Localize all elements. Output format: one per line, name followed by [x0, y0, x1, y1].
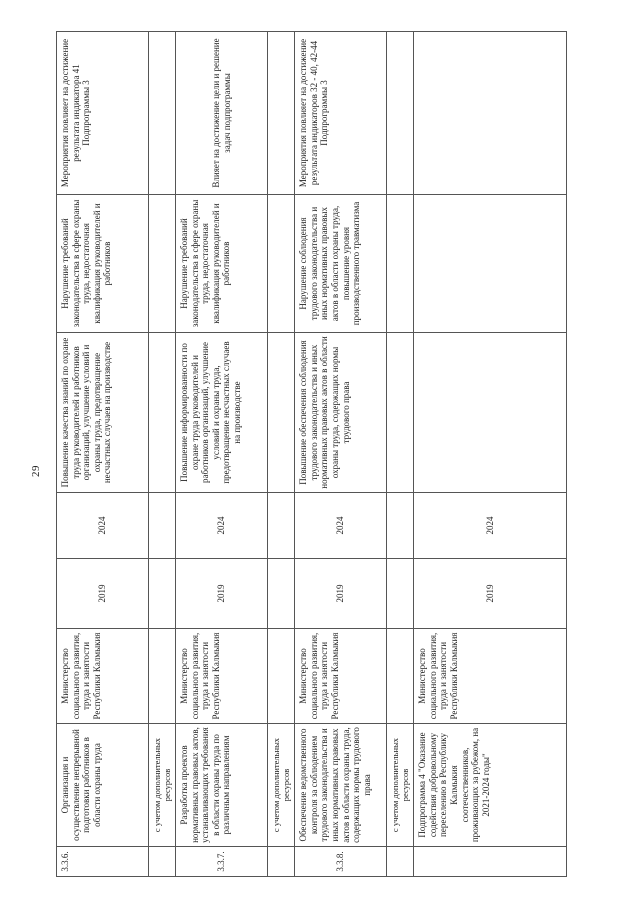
activity-name: Организация и осуществление непрерывной подготовки работников в области охраны труда — [57, 724, 149, 847]
row-number: 3.3.8. — [295, 847, 387, 877]
executor — [268, 629, 295, 724]
table-row — [387, 32, 414, 877]
start-year — [387, 559, 414, 629]
activity-name: с учетом дополнительных ресурсов — [387, 724, 414, 847]
end-year — [149, 493, 176, 559]
expected-result: Повышение информированности по охране труда руководителей и работников организаций, улучшение условий и охраны труда, предотвращение несчастных случаев на производстве — [176, 333, 268, 493]
table-frame — [56, 32, 567, 877]
risk-consequence — [414, 195, 567, 333]
expected-result — [387, 333, 414, 493]
risk-consequence: Нарушение соблюдения трудового законодательства и иных нормативных правовых актов в области охраны труда, повышение уровня производственного травматизма — [295, 195, 387, 333]
end-year — [387, 493, 414, 559]
executor: Министерство социального развития, труда и занятости Республики Калмыкия — [57, 629, 149, 724]
end-year: 2024 — [176, 493, 268, 559]
row-number — [414, 847, 567, 877]
start-year — [149, 559, 176, 629]
indicator-link — [268, 32, 295, 195]
table-row — [295, 32, 387, 877]
expected-result — [268, 333, 295, 493]
end-year: 2024 — [57, 493, 149, 559]
row-number: 3.3.7. — [176, 847, 268, 877]
start-year — [268, 559, 295, 629]
indicator-link — [387, 32, 414, 195]
risk-consequence — [387, 195, 414, 333]
expected-result — [414, 333, 567, 493]
indicator-link: Мероприятия повлияет на достижение результата индикатора 41 Подпрограммы 3 — [57, 32, 149, 195]
table-row — [414, 32, 567, 877]
expected-result: Повышение качества знаний по охране труда руководителей и работников организаций, улучшение условий и охраны труда, предотвращение несчастных случаев на производстве — [57, 333, 149, 493]
start-year: 2019 — [295, 559, 387, 629]
end-year: 2024 — [295, 493, 387, 559]
page-number: 29 — [30, 465, 42, 477]
activity-name: с учетом дополнительных ресурсов — [268, 724, 295, 847]
row-number: 3.3.6. — [57, 847, 149, 877]
row-number — [387, 847, 414, 877]
indicator-link — [149, 32, 176, 195]
activity-name: Подпрограмма 4 "Оказание содействия добровольному переселению в Республику Калмыкия соотечественников, проживающих за рубежом, на 2021-2024 годы" — [414, 724, 567, 847]
risk-consequence — [149, 195, 176, 333]
indicator-link: Влияет на достижение цели и решение задач подпрограммы — [176, 32, 268, 195]
table-row — [149, 32, 176, 877]
activity-name: Обеспечение ведомственного контроля за соблюдением трудового законодательства и иных нормативных правовых актов в области охраны труда, содержащих нормы трудового права — [295, 724, 387, 847]
risk-consequence — [268, 195, 295, 333]
executor — [387, 629, 414, 724]
indicator-link: Мероприятия повлияет на достижение результата индикаторов 32 - 40, 42-44 Подпрограммы 3 — [295, 32, 387, 195]
risk-consequence: Нарушение требований законодательства в сфере охраны труда, недостаточная квалификация руководителей и работников — [57, 195, 149, 333]
executor: Министерство социального развития, труда и занятости Республики Калмыкия — [295, 629, 387, 724]
table-row — [176, 32, 268, 877]
end-year — [268, 493, 295, 559]
indicator-link — [414, 32, 567, 195]
row-number — [268, 847, 295, 877]
start-year: 2019 — [414, 559, 567, 629]
end-year: 2024 — [414, 493, 567, 559]
risk-consequence: Нарушение требований законодательства в сфере охраны труда, недостаточная квалификация руководителей и работников — [176, 195, 268, 333]
table-row — [268, 32, 295, 877]
start-year: 2019 — [57, 559, 149, 629]
expected-result — [149, 333, 176, 493]
start-year: 2019 — [176, 559, 268, 629]
executor: Министерство социального развития, труда и занятости Республики Калмыкия — [176, 629, 268, 724]
executor — [149, 629, 176, 724]
program-activities-table — [56, 31, 567, 877]
activity-name: с учетом дополнительных ресурсов — [149, 724, 176, 847]
row-number — [149, 847, 176, 877]
rotated-table-wrapper — [56, 32, 567, 877]
expected-result: Повышение обеспечения соблюдения трудового законодательства и иных нормативных правовых актов в области охраны труда, содержащих нормы трудового права — [295, 333, 387, 493]
table-row — [57, 32, 149, 877]
executor: Министерство социального развития, труда и занятости Республики Калмыкия — [414, 629, 567, 724]
activity-name: Разработка проектов нормативных правовых актов, устанавливающих требования в области охраны труда по различным направлениям — [176, 724, 268, 847]
